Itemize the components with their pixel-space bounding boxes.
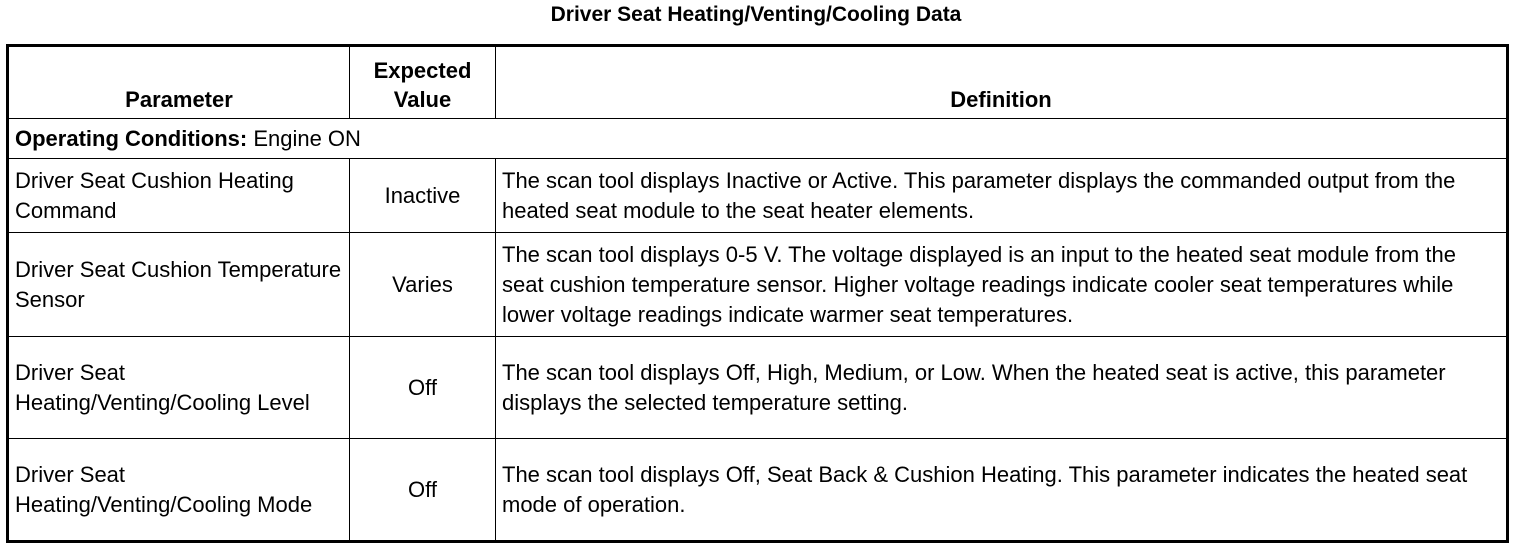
definition-cell: The scan tool displays Off, Seat Back & Cushion Heating. This parameter indicates the heated seat mode of operation. [496,439,1508,542]
document-title: Driver Seat Heating/Venting/Cooling Data [550,3,962,26]
parameter-cell: Driver Seat Heating/Venting/Cooling Mode [8,439,350,542]
expected-value-cell: Off [350,337,496,439]
table-header-row [8,46,1508,119]
table-row [8,337,1508,439]
operating-conditions-cell [8,119,1508,159]
parameter-cell: Driver Seat Cushion Heating Command [8,159,350,233]
expected-value-cell: Off [350,439,496,542]
table-row [8,159,1508,233]
parameter-cell: Driver Seat Cushion Temperature Sensor [8,233,350,337]
header-definition: Definition [496,46,1508,119]
operating-conditions-value: Engine ON [247,125,361,151]
header-expected-value [350,46,496,119]
operating-conditions-label: Operating Conditions: [15,125,248,151]
expected-value-cell: Varies [350,233,496,337]
definition-cell: The scan tool displays 0-5 V. The voltage displayed is an input to the heated seat module from the seat cushion temperature sensor. Higher voltage readings indicate cooler seat temperatures while lower voltage readings indicate warmer seat temperatures. [496,233,1508,337]
definition-cell: The scan tool displays Inactive or Active. This parameter displays the commanded output from the heated seat module to the seat heater elements. [496,159,1508,233]
header-expected-line1: Expected [373,58,472,83]
data-table [6,44,1509,543]
header-parameter: Parameter [8,46,350,119]
expected-value-cell: Inactive [350,159,496,233]
parameter-cell: Driver Seat Heating/Venting/Cooling Level [8,337,350,439]
table-row [8,439,1508,542]
table-row [8,233,1508,337]
header-expected-line2: Value [393,87,452,112]
operating-conditions-row [8,119,1508,159]
definition-cell: The scan tool displays Off, High, Medium, or Low. When the heated seat is active, this parameter displays the selected temperature setting. [496,337,1508,439]
